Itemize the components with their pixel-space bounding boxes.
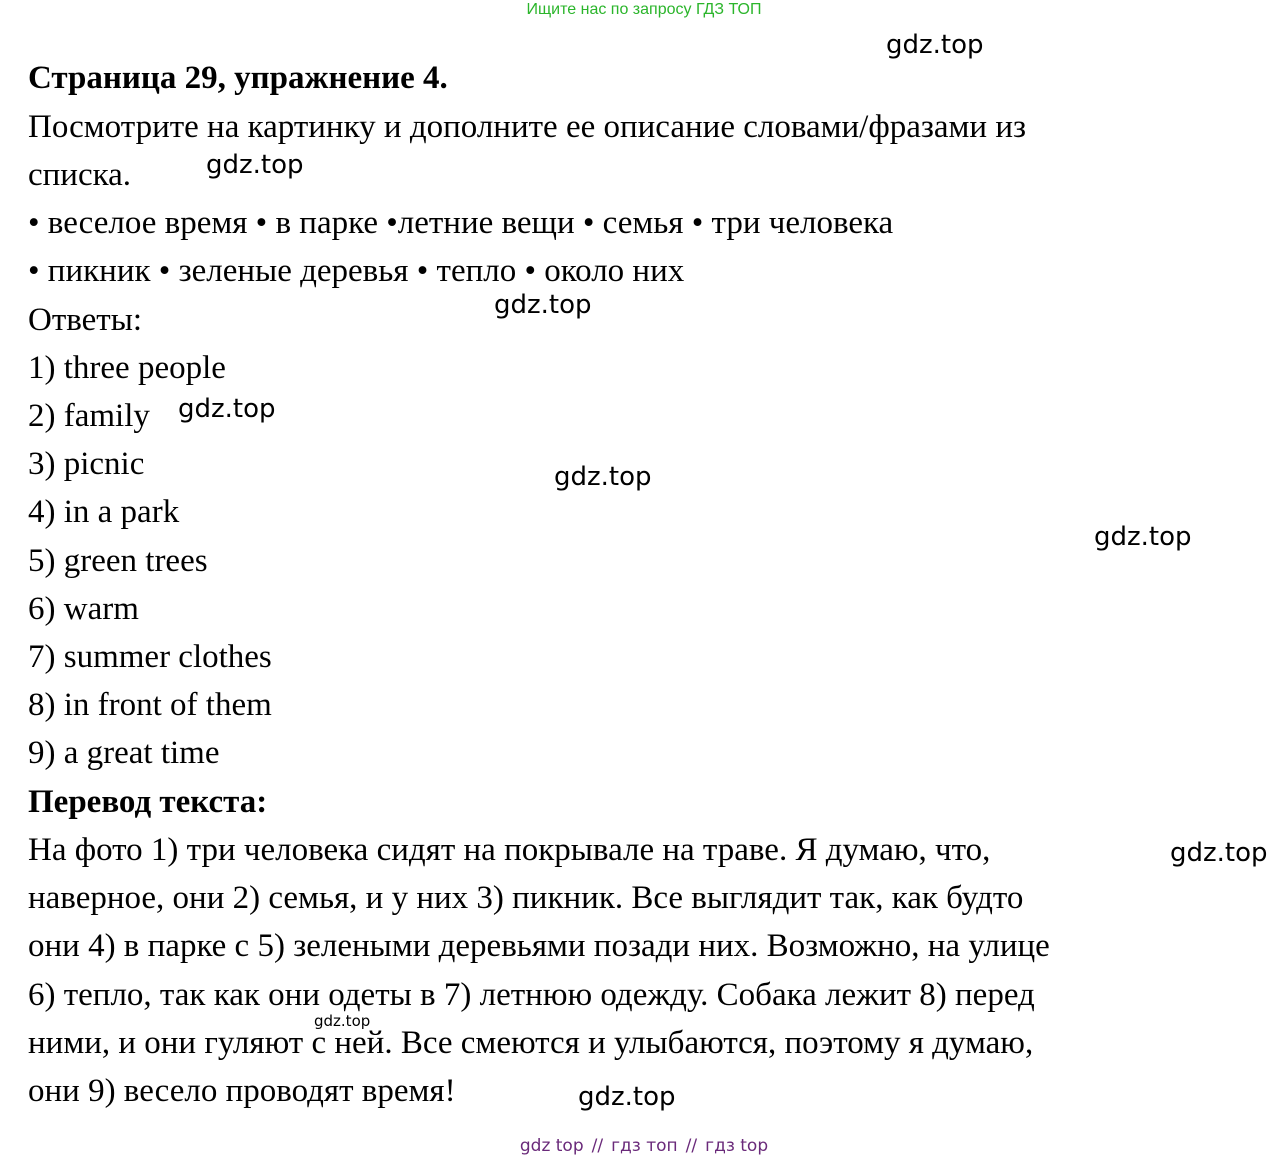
watermark: gdz.top (554, 462, 652, 492)
translation-line: они 4) в парке с 5) зелеными деревьями позади них. Возможно, на улице (28, 928, 1050, 964)
answer-item: 8) in front of them (28, 687, 272, 723)
instruction-line: списка. (28, 157, 132, 193)
watermark: gdz.top (886, 30, 984, 60)
answer-item: 4) in a park (28, 494, 180, 530)
translation-line: они 9) весело проводят время! (28, 1073, 456, 1109)
footer-separator: // (591, 1136, 604, 1156)
answer-item: 1) three people (28, 350, 226, 386)
answer-item: 5) green trees (28, 543, 208, 579)
instruction-line: Посмотрите на картинку и дополните ее описание словами/фразами из (28, 109, 1027, 145)
answer-item: 3) picnic (28, 446, 145, 482)
watermark: gdz.top (314, 1012, 371, 1030)
word-list-line: • веселое время • в парке •летние вещи • семья • три человека (28, 205, 894, 241)
translation-heading: Перевод текста: (28, 784, 268, 820)
footer-link[interactable]: гдз top (705, 1136, 769, 1156)
translation-line: наверное, они 2) семья, и у них 3) пикник. Все выглядит так, как будто (28, 880, 1024, 916)
watermark: gdz.top (494, 290, 592, 320)
word-list-line: • пикник • зеленые деревья • тепло • около них (28, 253, 685, 289)
answers-heading: Ответы: (28, 302, 143, 338)
translation-line: ними, и они гуляют с ней. Все смеются и улыбаются, поэтому я думаю, (28, 1025, 1034, 1061)
top-banner[interactable]: Ищите нас по запросу ГДЗ ТОП (526, 1, 762, 18)
footer-links (0, 1136, 1288, 1156)
watermark: gdz.top (578, 1082, 676, 1112)
answer-item: 9) a great time (28, 735, 220, 771)
translation-line: 6) тепло, так как они одеты в 7) летнюю одежду. Собака лежит 8) перед (28, 977, 1035, 1013)
page-title: Страница 29, упражнение 4. (28, 60, 448, 96)
footer-link[interactable]: гдз топ (611, 1136, 678, 1156)
answer-item: 7) summer clothes (28, 639, 272, 675)
watermark: gdz.top (206, 150, 304, 180)
translation-line: На фото 1) три человека сидят на покрывале на траве. Я думаю, что, (28, 832, 991, 868)
watermark: gdz.top (178, 394, 276, 424)
footer-separator: // (685, 1136, 698, 1156)
watermark: gdz.top (1094, 522, 1192, 552)
answer-item: 6) warm (28, 591, 139, 627)
answer-item: 2) family (28, 398, 150, 434)
watermark: gdz.top (1170, 838, 1268, 868)
footer-link[interactable]: gdz top (519, 1136, 584, 1156)
